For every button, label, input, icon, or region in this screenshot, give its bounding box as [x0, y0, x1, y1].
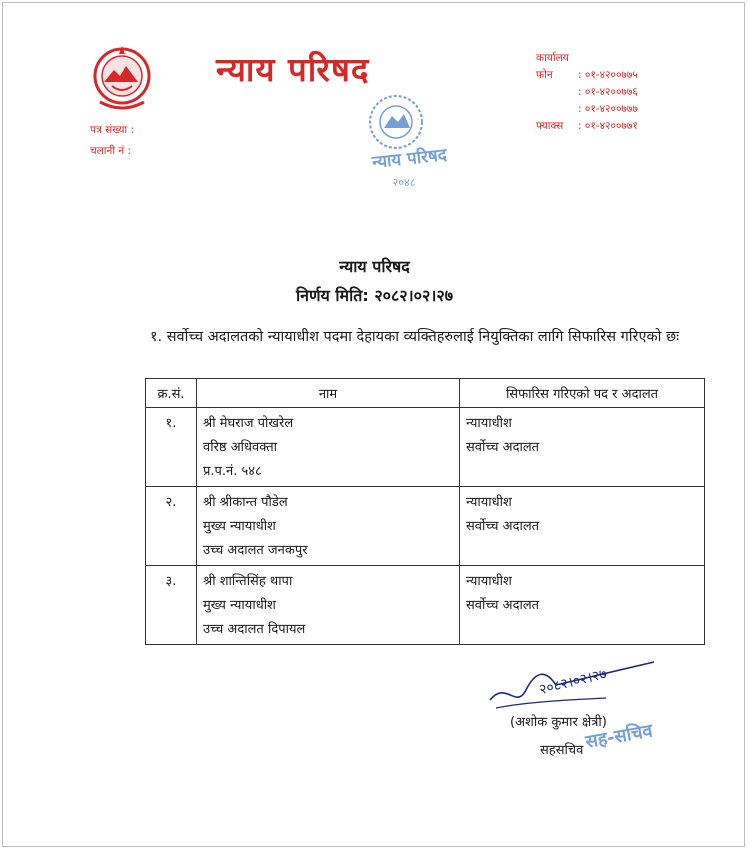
dispatch-number-label: चलानी नं : [90, 145, 132, 157]
column-header: क्र.सं. [146, 379, 197, 408]
designation-stamp-text: सह-सचिव [583, 720, 655, 753]
signer-designation: सहसचिव [540, 743, 584, 758]
office-label: कार्यालय [536, 52, 569, 64]
handwritten-signature-icon [486, 650, 666, 720]
nominee-cell [197, 408, 460, 487]
resolution-text: १. सर्वोच्च अदालतको न्यायाधीश पदमा देहायका व्यक्तिहरुलाई नियुक्तिका लागि सिफारिस गरिएको छः [150, 329, 680, 345]
phone-label [536, 101, 578, 118]
office-contact-block [536, 50, 638, 135]
nominee-position: मुख्य न्यायाधीश [203, 598, 276, 613]
nominee-name: श्री शान्तिसिंह थापा [203, 574, 293, 589]
nominee-detail: उच्च अदालत जनकपुर [203, 543, 308, 558]
appointment-table [145, 378, 705, 645]
document-heading: न्याय परिषद [339, 257, 410, 276]
phone-row [536, 67, 638, 84]
nominee-detail: उच्च अदालत दिपायल [203, 622, 306, 637]
ref-number-label: पत्र संख्या : [90, 124, 135, 136]
nepal-emblem-icon [90, 42, 154, 114]
table-header-row [146, 379, 705, 408]
serial-number: १. [146, 408, 197, 487]
nominee-cell [197, 566, 460, 645]
recommended-post-cell [460, 566, 705, 645]
table-row [146, 487, 705, 566]
phone-value: : ०१-४२००७७६ [578, 86, 638, 98]
nominee-name: श्री मेघराज पोखरेल [203, 416, 294, 431]
nominee-name: श्री श्रीकान्त पौडेल [203, 495, 288, 510]
fax-label: फ्याक्स [536, 120, 564, 132]
official-stamp-icon [348, 92, 464, 192]
organization-title: न्याय परिषद [216, 50, 370, 89]
table-row [146, 408, 705, 487]
recommended-court: सर्वोच्च अदालत [466, 440, 540, 455]
designation-stamp-icon [560, 712, 670, 762]
reference-block [90, 120, 134, 162]
phone-row [536, 101, 638, 118]
phone-label: फोन [536, 69, 553, 81]
stamp-year: २०४८ [392, 176, 416, 189]
decision-date: निर्णय मिति: २०८२।०२।२७ [295, 286, 454, 305]
nominee-detail: प्र.प.नं. ५४८ [203, 464, 262, 479]
phone-row [536, 84, 638, 101]
nominee-position: वरिष्ठ अधिवक्ता [203, 440, 277, 455]
nominee-cell [197, 487, 460, 566]
fax-value: : ०१-४२००७७१ [578, 120, 638, 132]
recommended-court: सर्वोच्च अदालत [466, 598, 540, 613]
fax-row [536, 118, 638, 135]
recommended-court: सर्वोच्च अदालत [466, 519, 540, 534]
recommended-post-cell [460, 408, 705, 487]
signature-date: २०८२।०२।२७ [537, 666, 609, 699]
stamp-text: न्याय परिषद [371, 145, 448, 173]
nominee-position: मुख्य न्यायाधीश [203, 519, 276, 534]
recommended-post: न्यायाधीश [466, 495, 512, 510]
serial-number: २. [146, 487, 197, 566]
column-header: नाम [197, 379, 460, 408]
phone-value: : ०१-४२००७७७ [578, 103, 638, 115]
serial-number: ३. [146, 566, 197, 645]
recommended-post: न्यायाधीश [466, 416, 512, 431]
table-row [146, 566, 705, 645]
phone-label [536, 84, 578, 101]
signer-name: (अशोक कुमार क्षेत्री) [510, 715, 607, 730]
recommended-post-cell [460, 487, 705, 566]
column-header: सिफारिस गरिएको पद र अदालत [460, 379, 705, 408]
phone-value: : ०१-४२००७७५ [578, 69, 638, 81]
recommended-post: न्यायाधीश [466, 574, 512, 589]
